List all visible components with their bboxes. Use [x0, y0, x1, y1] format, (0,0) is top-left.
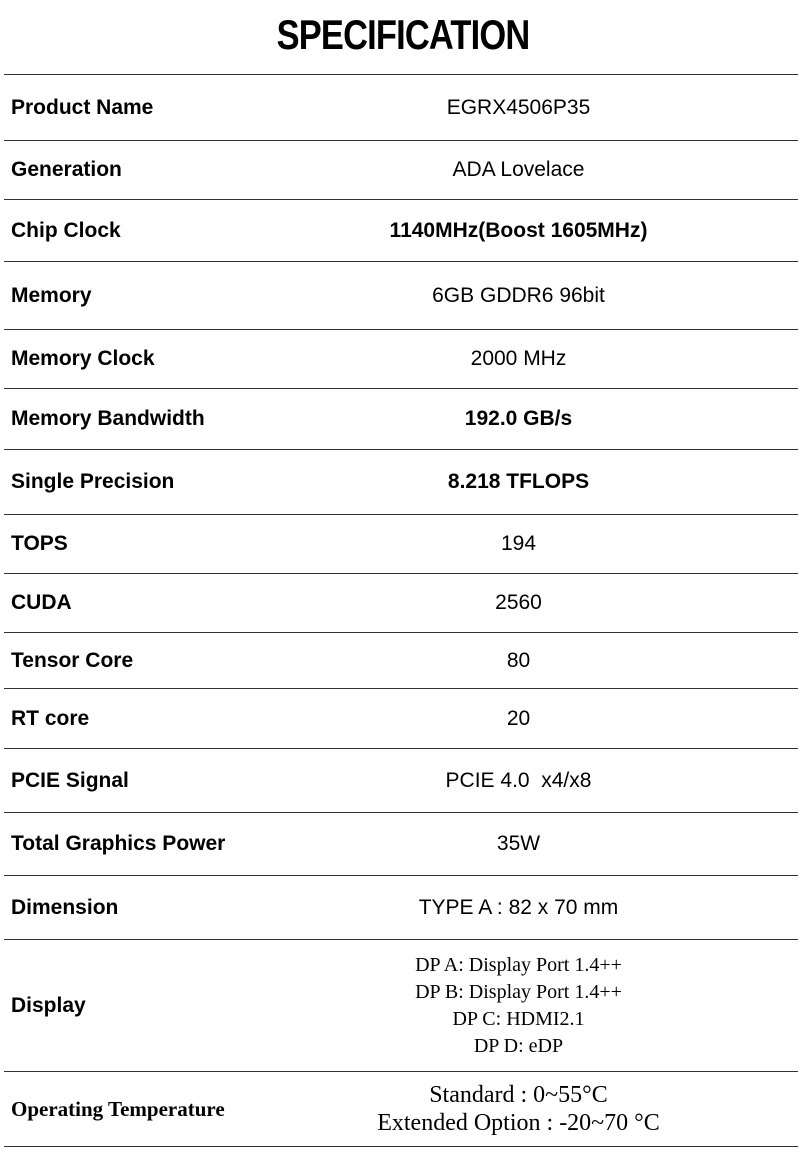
spec-row-memory	[4, 262, 798, 330]
spec-label: Single Precision	[11, 470, 175, 493]
spec-value: 80	[506, 648, 531, 672]
spec-label: CUDA	[11, 591, 72, 614]
spec-label: Display	[11, 993, 86, 1017]
spec-row-display	[4, 940, 798, 1072]
spec-row-chip-clock	[4, 200, 798, 262]
spec-value	[259, 1081, 798, 1137]
spec-row-dimension	[4, 876, 798, 940]
spec-label: Product Name	[11, 95, 154, 119]
display-line: DP C: HDMI2.1	[452, 1007, 585, 1030]
spec-row-memory-clock	[4, 330, 798, 389]
temperature-line: Extended Option : -20~70 °C	[377, 1110, 660, 1136]
spec-value: PCIE 4.0 x4/x8	[445, 768, 592, 792]
spec-value: ADA Lovelace	[452, 158, 585, 181]
display-line: DP A: Display Port 1.4++	[415, 953, 622, 976]
spec-row-generation	[4, 141, 798, 200]
spec-label: Memory Clock	[11, 347, 155, 370]
spec-value: 192.0 GB/s	[464, 407, 573, 430]
spec-row-rt-core	[4, 689, 798, 749]
spec-label: Dimension	[11, 895, 119, 919]
display-line: DP D: eDP	[473, 1034, 564, 1057]
page-title: SPECIFICATION	[276, 11, 530, 58]
spec-label: RT core	[11, 706, 90, 730]
spec-row-tensor-core	[4, 633, 798, 689]
spec-label: TOPS	[11, 532, 68, 555]
spec-label: Total Graphics Power	[11, 832, 226, 855]
spec-row-single-precision	[4, 450, 798, 515]
spec-label: Operating Temperature	[11, 1096, 225, 1121]
spec-value	[259, 952, 798, 1060]
spec-row-pcie-signal	[4, 749, 798, 813]
spec-value: 35W	[496, 832, 541, 855]
spec-row-total-graphics-power	[4, 813, 798, 876]
spec-value: 20	[506, 706, 531, 730]
spec-label: Tensor Core	[11, 648, 134, 672]
temperature-line: Standard : 0~55°C	[429, 1082, 608, 1108]
spec-value: 2000 MHz	[470, 347, 567, 370]
spec-row-product-name	[4, 75, 798, 141]
spec-value: 2560	[495, 591, 542, 614]
spec-row-cuda	[4, 574, 798, 633]
spec-row-memory-bandwidth	[4, 389, 798, 450]
spec-value: 194	[500, 532, 537, 555]
spec-value: 8.218 TFLOPS	[447, 470, 590, 493]
spec-row-operating-temperature	[4, 1072, 798, 1147]
spec-label: Chip Clock	[11, 218, 121, 242]
spec-table	[4, 74, 798, 1147]
spec-label: Memory Bandwidth	[11, 407, 205, 430]
spec-value: TYPE A : 82 x 70 mm	[418, 895, 619, 919]
spec-row-tops	[4, 515, 798, 574]
display-line: DP B: Display Port 1.4++	[415, 980, 622, 1003]
spec-value: 6GB GDDR6 96bit	[432, 283, 605, 307]
spec-value: 1140MHz(Boost 1605MHz)	[389, 218, 648, 242]
spec-label: Memory	[11, 283, 92, 307]
spec-value: EGRX4506P35	[446, 95, 591, 119]
spec-label: Generation	[11, 158, 122, 181]
spec-label: PCIE Signal	[11, 768, 129, 792]
